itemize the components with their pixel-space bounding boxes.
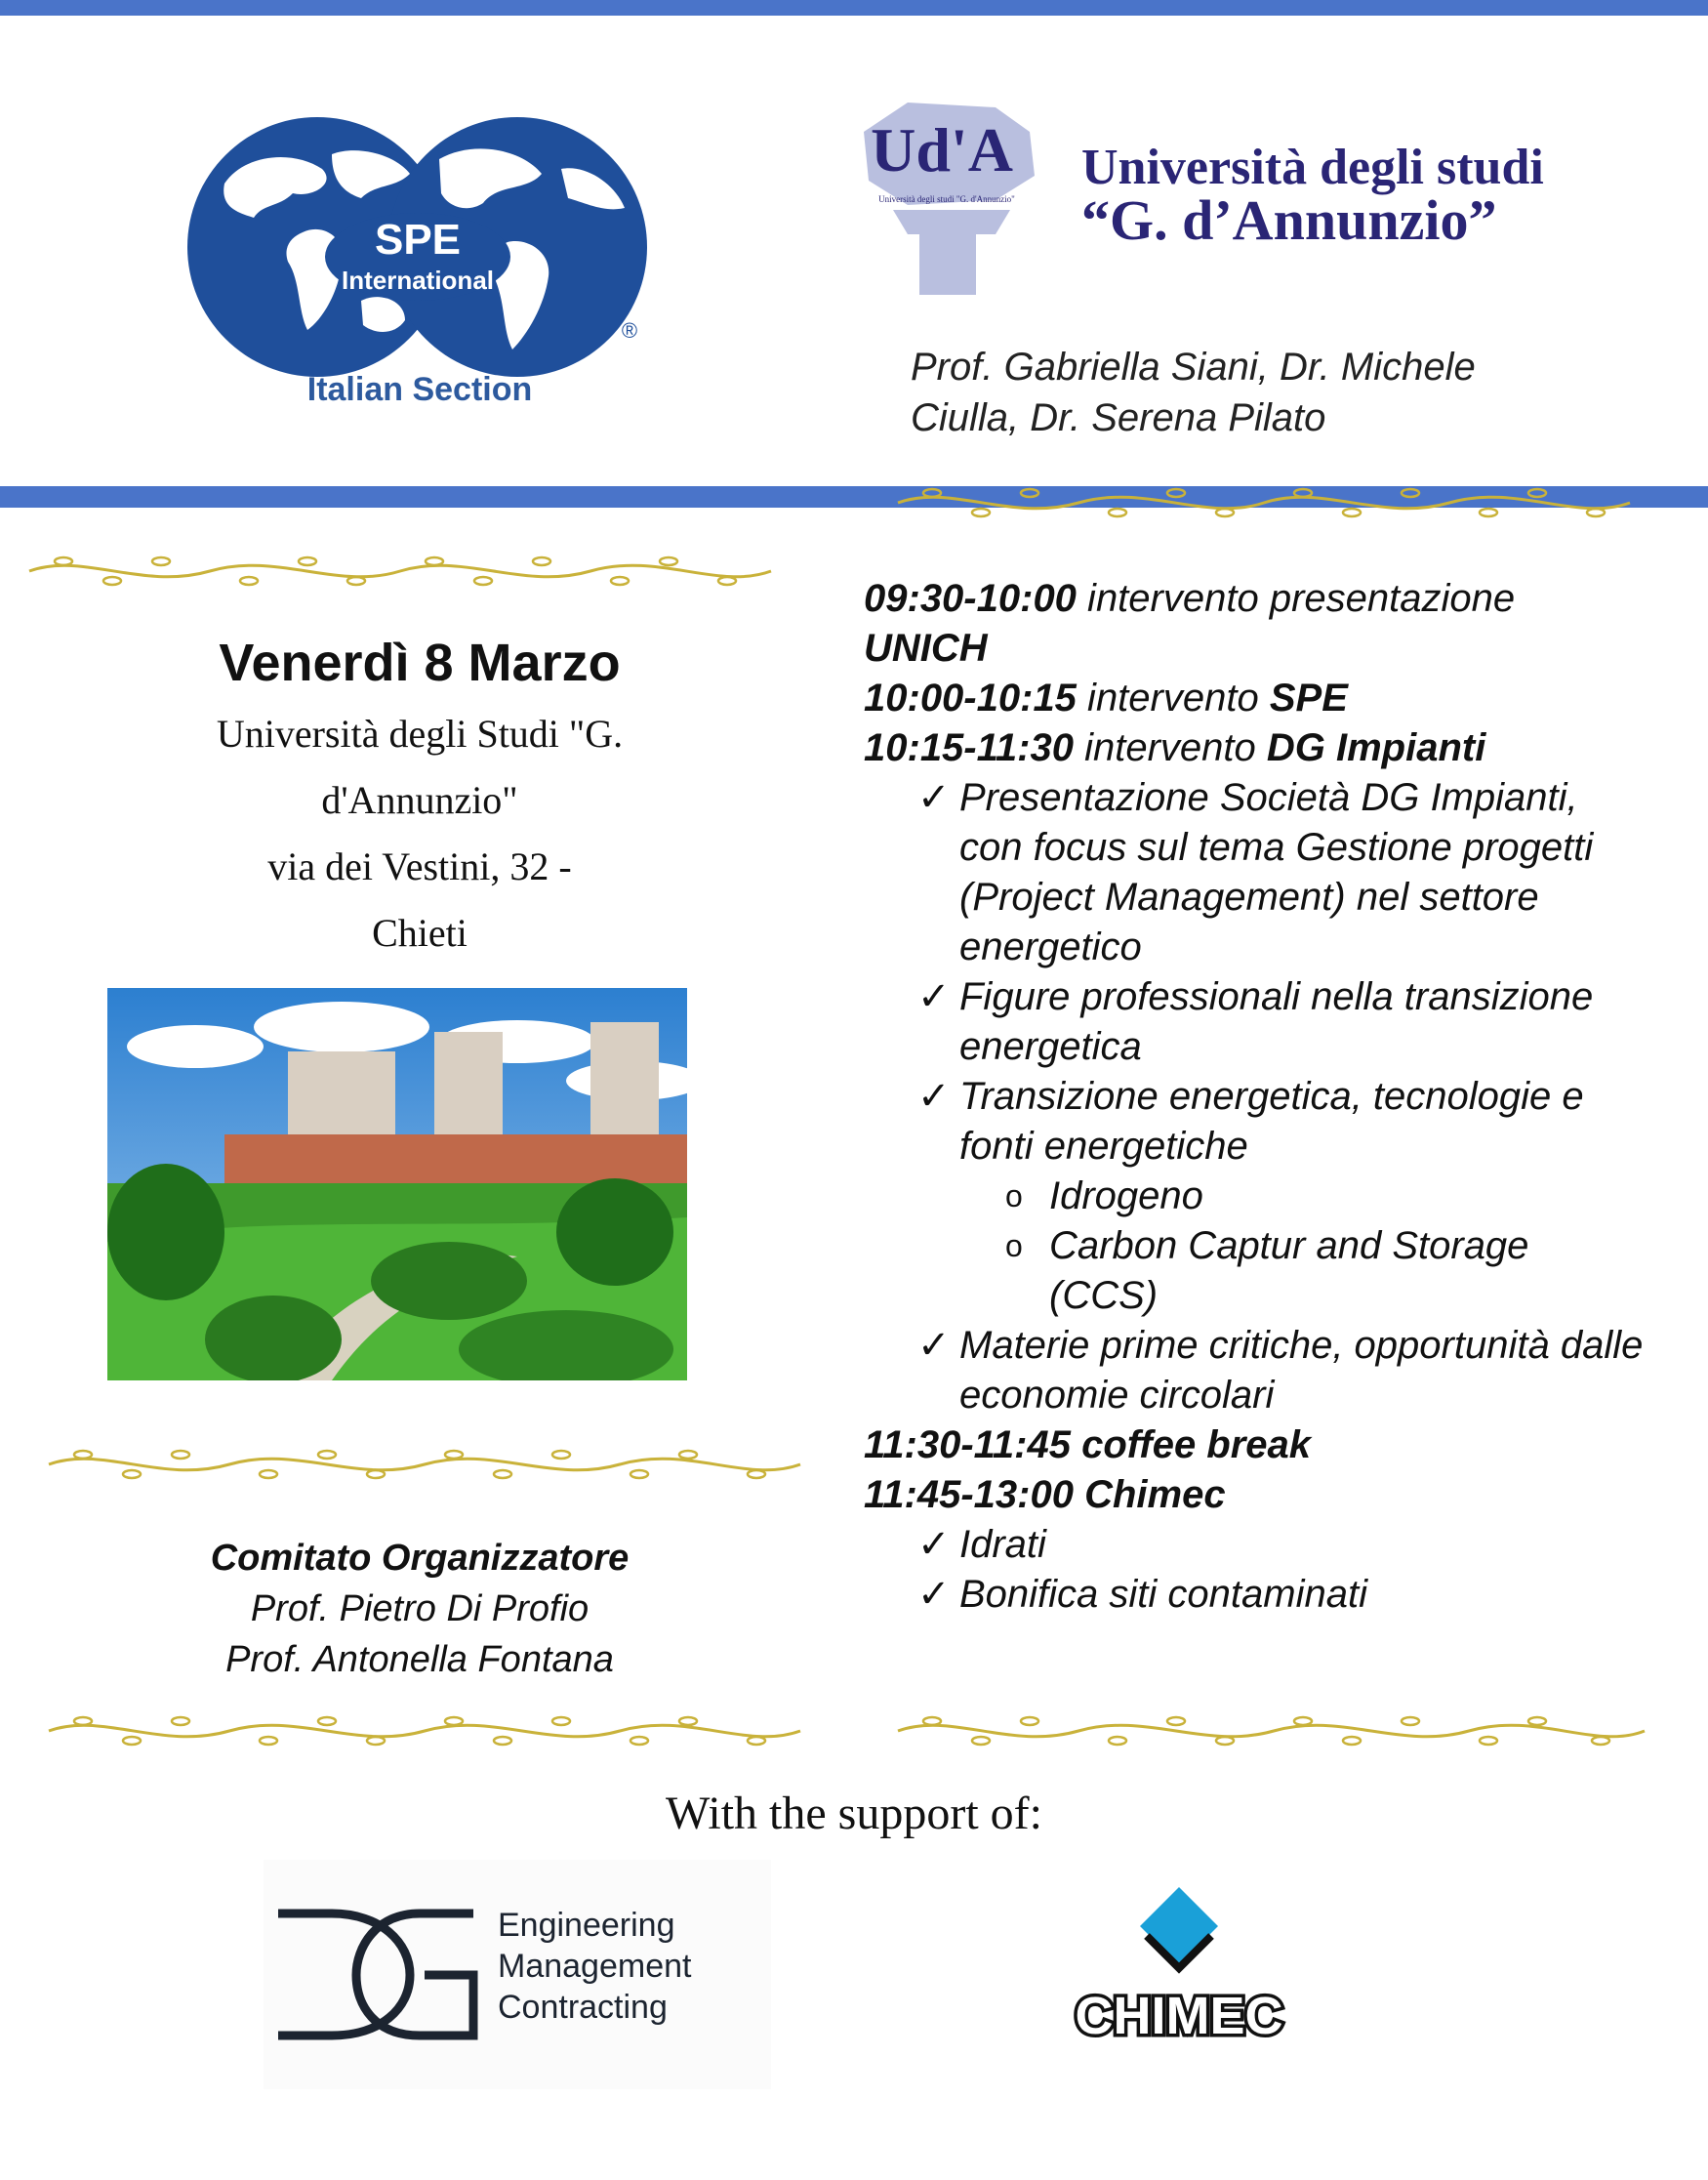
- venue-line: d'Annunzio": [321, 778, 518, 822]
- dg-impianti-logo: [264, 1860, 771, 2089]
- spe-logo-subtitle: International: [341, 266, 495, 295]
- campus-photo: [107, 988, 687, 1380]
- checkmark-icon: ✓: [917, 1324, 951, 1367]
- slot-speaker: SPE: [1269, 677, 1348, 720]
- organizing-committee: [98, 1533, 742, 1685]
- slot-speaker: UNICH: [864, 627, 988, 670]
- slot-time: 09:30-10:00: [864, 577, 1077, 620]
- circle-bullet-icon: o: [1005, 1228, 1023, 1263]
- sub-list-item: [864, 1172, 1645, 1221]
- slot-time: 10:00-10:15: [864, 677, 1077, 720]
- vine-divider: [44, 1707, 805, 1755]
- list-item-text: Bonifica siti contaminati: [959, 1573, 1367, 1616]
- uda-logo-ring-text: Università degli studi "G. d'Annunzio": [878, 194, 1015, 204]
- uda-staff: Prof. Gabriella Siani, Dr. Michele Ciulla, Dr. Serena Pilato: [911, 346, 1476, 439]
- checkmark-icon: ✓: [917, 1075, 951, 1118]
- chimec-logo: [1044, 1882, 1313, 2053]
- checkmark-icon: ✓: [917, 776, 951, 819]
- venue-line: via dei Vestini, 32 -: [267, 844, 572, 888]
- sub-list-item-text: Idrogeno: [1049, 1174, 1203, 1217]
- slot-text: intervento: [1073, 726, 1267, 769]
- list-item: [864, 972, 1645, 1072]
- vine-divider: [893, 478, 1635, 527]
- committee-member: Prof. Antonella Fontana: [225, 1639, 614, 1680]
- circle-bullet-icon: o: [1005, 1178, 1023, 1213]
- top-accent-bar: [0, 0, 1708, 16]
- slot-text: intervento presentazione: [1076, 577, 1516, 620]
- checkmark-icon: ✓: [917, 1573, 951, 1616]
- slot-speaker: DG Impianti: [1266, 726, 1486, 769]
- committee-title: Comitato Organizzatore: [210, 1538, 630, 1579]
- program-slot: [864, 723, 1645, 773]
- program-slot: [864, 574, 1645, 674]
- venue-line: Università degli Studi "G.: [216, 712, 624, 756]
- program-slot: [864, 674, 1645, 723]
- checkmark-icon: ✓: [917, 975, 951, 1018]
- slot-chimec: 11:45-13:00 Chimec: [864, 1473, 1226, 1516]
- list-item: [864, 1072, 1645, 1172]
- dg-logo-line: Contracting: [498, 1989, 668, 2026]
- slot-coffee-break: 11:30-11:45 coffee break: [864, 1423, 1312, 1466]
- uda-logo: [849, 93, 1044, 303]
- slot-time: 10:15-11:30: [864, 726, 1074, 769]
- vine-divider: [24, 547, 776, 596]
- vine-divider: [44, 1440, 805, 1489]
- uda-logo-mark: Ud'A: [871, 115, 1013, 185]
- sub-list-item: [864, 1221, 1645, 1321]
- uda-name-line1: Università degli studi: [1081, 140, 1544, 195]
- dg-logo-line: Management: [498, 1948, 692, 1985]
- list-item-text: Materie prime critiche, opportunità dalle economie circolari: [959, 1324, 1644, 1417]
- list-item-text: Transizione energetica, tecnologie e fonti energetiche: [959, 1075, 1584, 1168]
- list-item: [864, 1321, 1645, 1420]
- list-item: [864, 773, 1645, 972]
- spe-logo-title: SPE: [374, 216, 462, 264]
- list-item: [864, 1570, 1645, 1620]
- venue-line: Chieti: [372, 911, 468, 955]
- chimec-logo-text: CHIMEC: [1075, 1987, 1283, 2045]
- list-item-text: Idrati: [959, 1523, 1046, 1566]
- list-item-text: Figure professionali nella transizione energetica: [959, 975, 1594, 1068]
- committee-member: Prof. Pietro Di Profio: [250, 1588, 590, 1629]
- list-item: [864, 1520, 1645, 1570]
- vine-divider: [893, 1707, 1649, 1755]
- uda-name-line2: “G. d’Annunzio”: [1081, 188, 1497, 252]
- program-schedule: [864, 574, 1645, 1620]
- list-item-text: Presentazione Società DG Impianti, con focus sul tema Gestione progetti (Project Management) nel settore energetico: [959, 776, 1594, 968]
- event-date: Venerdì 8 Marzo: [219, 634, 621, 692]
- spe-italian-section: Italian Section: [306, 371, 533, 408]
- event-venue: [137, 701, 703, 967]
- slot-text: intervento: [1076, 677, 1270, 720]
- sub-list-item-text: Carbon Captur and Storage (CCS): [1049, 1224, 1529, 1317]
- checkmark-icon: ✓: [917, 1523, 951, 1566]
- registered-mark: ®: [621, 318, 638, 343]
- program-slot: [864, 1470, 1645, 1520]
- uda-university-name: [1081, 140, 1544, 252]
- dg-logo-line: Engineering: [498, 1907, 675, 1944]
- program-slot: [864, 1420, 1645, 1470]
- support-heading: With the support of:: [665, 1788, 1042, 1839]
